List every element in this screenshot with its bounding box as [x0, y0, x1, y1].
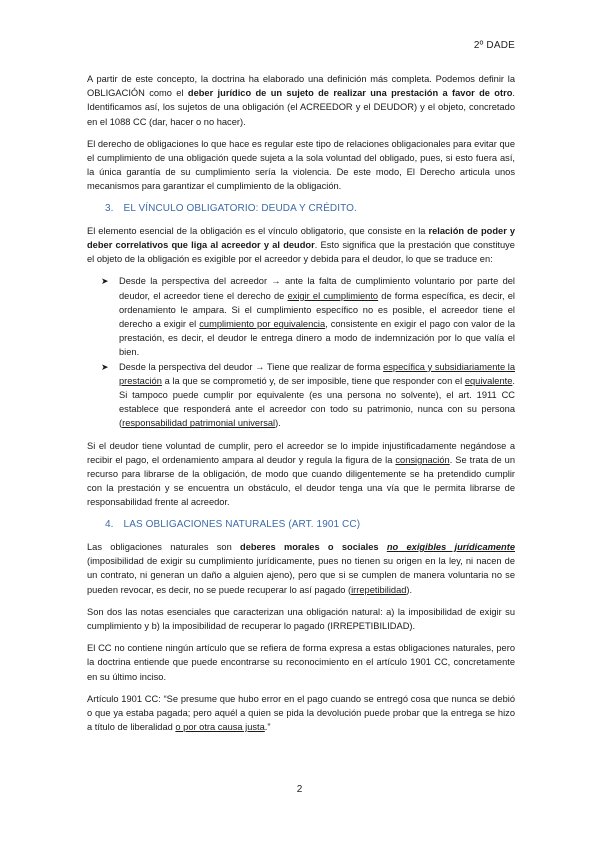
bold-italic-underlined-text: no exigibles jurídicamente: [386, 541, 515, 552]
underlined-text: responsabilidad patrimonial universal: [122, 418, 276, 429]
underlined-text: equivalente: [464, 375, 513, 386]
text-run: de forma específica, es decir, el ordenamiento le ampara. Si el cumplimiento específico no es posible, el acreedor tiene el derecho a exigir el: [119, 290, 515, 330]
text-run: . Identificamos así, los sujetos de una obligación (el ACREEDOR y el DEUDOR) y el objeto, concretado en el 1088 CC (dar, hacer o no hacer).: [87, 88, 515, 127]
text-run: a la que se comprometió y, de ser imposible, tiene que responder con el: [161, 375, 465, 386]
section-heading-4: [105, 518, 515, 532]
underlined-text: cumplimiento por equivalencia: [199, 319, 326, 330]
text-run: ).: [275, 418, 281, 429]
paragraph-notas-esenciales: Son dos las notas esenciales que caracterizan una obligación natural: a) la imposibilidad de exigir su cumplimiento y b) la imposibilidad de recuperar lo pagado (IRREPETIBILIDAD).: [87, 606, 515, 631]
text-run: . Se trata de un recurso para librarse de la obligación, de modo que cuando diligentemente se ha pretendido cumplir con la prestación y se encuentra un obstáculo, el deudor tenga una vía que le permita librarse de responsabilidad frente al acreedor.: [87, 454, 515, 508]
page-number: 2: [296, 784, 303, 795]
text-run: . Esto significa que la prestación que constituye el objeto de la obligación es exigible por el acreedor y debida para el deudor, lo que se traduce en:: [87, 240, 515, 265]
paragraph-definition: [87, 72, 515, 129]
text-run: (imposibilidad de exigir su cumplimiento jurídicamente, pues no tienen su origen en la ley, ni nacen de un contrato, ni generan un daño a alguien ajeno), pero que si se cumplen de manera voluntaria no se pueden revocar, es decir, no se puede recuperar lo así pagado (: [87, 556, 515, 595]
section-heading-3: [105, 202, 515, 216]
bold-text: deberes morales o sociales: [240, 541, 379, 552]
text-run: Artículo 1901 CC: “Se presume que hubo error en el pago cuando se entregó cosa que nunca se debió o que ya estaba pagada; pero aquél a quien se pida la devolución puede probar que la entrega se hizo a título de liberalidad: [87, 693, 515, 733]
text-run: Si el deudor tiene voluntad de cumplir, pero el acreedor se lo impide injustificadamente negándose a recibir el pago, el ordenamiento ampara al deudor y regula la figura de la: [87, 440, 515, 465]
paragraph-derecho-obligaciones: El derecho de obligaciones lo que hace es regular este tipo de relaciones obligacionales para evitar que el cumplimiento de una obligación quede sujeta a la sola voluntad del obligado, pues, si esto fuera así, la única garantía de su cumplimiento sería la violencia. De este modo, El Derecho articula unos mecanismos para garantizar el cumplimiento de la obligación.: [87, 138, 515, 192]
text-run: Las obligaciones naturales son: [87, 541, 241, 552]
section-number: 4.: [105, 518, 114, 530]
document-body: [87, 72, 515, 742]
paragraph-vinculo: [87, 224, 515, 267]
underlined-text: consignación: [395, 454, 450, 465]
list-item-acreedor: [87, 274, 515, 359]
text-run: Desde la perspectiva del deudor → Tiene que realizar de forma: [119, 361, 384, 372]
text-run: A partir de este concepto, la doctrina ha elaborado una definición más completa. Podemos definir la OBLIGACIÓN como el: [87, 74, 515, 99]
text-run: El elemento esencial de la obligación es el vínculo obligatorio, que consiste en la: [87, 225, 429, 236]
section-title: EL VÍNCULO OBLIGATORIO: DEUDA Y CRÉDITO.: [123, 202, 357, 214]
paragraph-articulo-1901: [87, 692, 515, 735]
underlined-text: exigir el cumplimiento: [287, 290, 379, 301]
paragraph-cc-articulo: El CC no contiene ningún artículo que se refiera de forma expresa a estas obligaciones naturales, pero la doctrina entiende que puede encontrarse su reconocimiento en el artículo 1901 CC, concretamente en su último inciso.: [87, 643, 515, 682]
bold-text: deber jurídico de un sujeto de realizar una prestación a favor de otro: [187, 88, 513, 99]
text-run: Desde la perspectiva del acreedor → ante la falta de cumplimiento voluntario por parte del deudor, el acreedor tiene el derecho de: [119, 276, 515, 301]
perspective-list: [87, 274, 515, 430]
underlined-text: o por otra causa justa: [175, 722, 265, 733]
arrowhead-bullet-icon: ➤: [101, 276, 109, 287]
list-item-deudor: [87, 360, 515, 431]
paragraph-consignacion: [87, 439, 515, 510]
bold-text: relación de poder y deber correlativos que liga al acreedor y al deudor: [87, 225, 515, 251]
section-title: LAS OBLIGACIONES NATURALES (ART. 1901 CC): [123, 518, 361, 530]
section-number: 3.: [105, 202, 114, 214]
text-run: . Si tampoco puede cumplir por equivalente (es una persona no solvente), el art. 1911 CC establece que responderá ante el acreedor con todo su patrimonio, nunca con su persona (: [119, 375, 515, 429]
text-run: ).: [406, 584, 413, 595]
underlined-text: irrepetibilidad: [351, 584, 407, 595]
arrowhead-bullet-icon: ➤: [101, 361, 109, 372]
text-run: , consistente en exigir el pago con valor de la prestación, es decir, el deudor le entrega dinero a modo de indemnización por lo que valía el bien.: [119, 319, 515, 358]
course-header: 2º DADE: [473, 40, 515, 51]
paragraph-obligaciones-naturales: [87, 540, 515, 597]
underlined-text: específica y subsidiariamente la prestación: [119, 361, 515, 386]
text-run: .”: [264, 722, 271, 733]
